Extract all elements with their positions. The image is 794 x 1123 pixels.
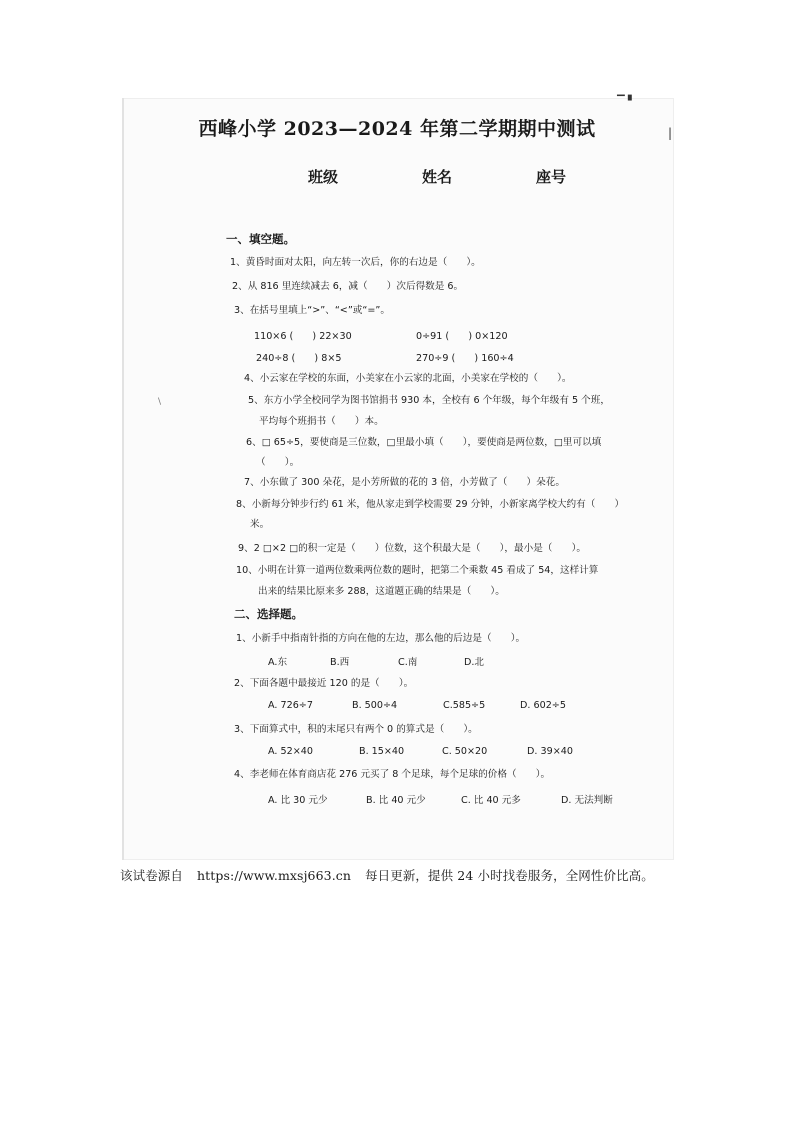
question-2-1: 1、小新手中指南针指的方向在他的左边，那么他的后边是（ ）。: [236, 633, 526, 644]
field-seat: 座号: [536, 168, 567, 186]
question-1-5-cont: 平均每个班捐书（ ）本。: [259, 416, 384, 427]
option-d: D. 602÷5: [520, 700, 566, 711]
option-b: B. 比 40 元少: [366, 795, 426, 806]
option-a: A. 726÷7: [268, 700, 313, 711]
option-d: D. 39×40: [527, 746, 573, 757]
question-1-8-cont: 米。: [250, 519, 270, 530]
option-a: A. 52×40: [268, 746, 313, 757]
question-1-10: 10、小明在计算一道两位数乘两位数的题时，把第二个乘数 45 看成了 54，这样计算: [236, 565, 599, 576]
source-footer: [120, 866, 654, 884]
option-a: A. 比 30 元少: [268, 795, 328, 806]
question-2-2: 2、下面各题中最接近 120 的是（ ）。: [234, 678, 414, 689]
question-1-3: 3、在括号里填上“>”、“<”或“=”。: [234, 305, 390, 316]
page-title: 西峰小学 2023—2024 年第二学期期中测试: [198, 118, 596, 140]
source-tagline: 每日更新，提供 24 小时找卷服务，全网性价比高。: [365, 868, 654, 883]
comparison-item: 240÷8 ( ) 8×5: [256, 353, 342, 364]
scan-edge-shadow: [122, 98, 124, 860]
field-class: 班级: [308, 168, 339, 186]
question-1-10-cont: 出来的结果比原来多 288，这道题正确的结果是（ ）。: [258, 586, 505, 597]
option-c: C.南: [398, 657, 418, 668]
option-b: B.西: [330, 657, 350, 668]
question-1-6: 6、□ 65÷5，要使商是三位数，□里最小填（ ），要使商是两位数，□里可以填: [246, 437, 602, 448]
option-b: B. 500÷4: [352, 700, 398, 711]
question-1-9: 9、2 □×2 □的积一定是（ ）位数，这个积最大是（ ），最小是（ ）。: [238, 543, 586, 554]
source-label: 该试卷源自: [120, 868, 184, 883]
comparison-item: 0÷91 ( ) 0×120: [416, 331, 508, 342]
comparison-item: 110×6 ( ) 22×30: [254, 331, 352, 342]
option-c: C. 50×20: [442, 746, 488, 757]
question-2-3: 3、下面算式中，积的末尾只有两个 0 的算式是（ ）。: [234, 724, 478, 735]
option-b: B. 15×40: [359, 746, 405, 757]
scan-artifact-mark: ▔ ▘: [617, 96, 636, 107]
question-1-5: 5、东方小学全校同学为图书馆捐书 930 本，全校有 6 个年级，每个年级有 5 个班，: [248, 395, 610, 406]
option-d: D. 无法判断: [561, 795, 613, 806]
question-1-8: 8、小新每分钟步行约 61 米，他从家走到学校需要 29 分钟，小新家离学校大约有（ ）: [236, 499, 625, 510]
source-url[interactable]: https://www.mxsj663.cn: [197, 868, 352, 883]
question-1-2: 2、从 816 里连续减去 6，减（ ）次后得数是 6。: [232, 281, 464, 292]
comparison-item: 270÷9 ( ) 160÷4: [416, 353, 514, 364]
question-2-4: 4、李老师在体育商店花 276 元买了 8 个足球，每个足球的价格（ ）。: [234, 769, 551, 780]
option-a: A.东: [268, 657, 288, 668]
question-1-6-cont: （ ）。: [256, 457, 300, 468]
option-c: C.585÷5: [443, 700, 486, 711]
scan-artifact-mark-right: |: [668, 126, 673, 140]
question-1-4: 4、小云家在学校的东面，小美家在小云家的北面，小美家在学校的（ ）。: [244, 373, 572, 384]
question-1-7: 7、小东做了 300 朵花，是小芳所做的花的 3 倍，小芳做了（ ）朵花。: [244, 477, 565, 488]
option-d: D.北: [464, 657, 485, 668]
question-1-1: 1、黄昏时面对太阳，向左转一次后，你的右边是（ ）。: [230, 257, 481, 268]
scan-artifact-mark-left: \: [158, 397, 162, 407]
section-multiple-choice-heading: 二、选择题。: [234, 607, 303, 621]
section-fill-blank-heading: 一、填空题。: [226, 232, 295, 246]
option-c: C. 比 40 元多: [461, 795, 521, 806]
field-name: 姓名: [422, 168, 453, 186]
